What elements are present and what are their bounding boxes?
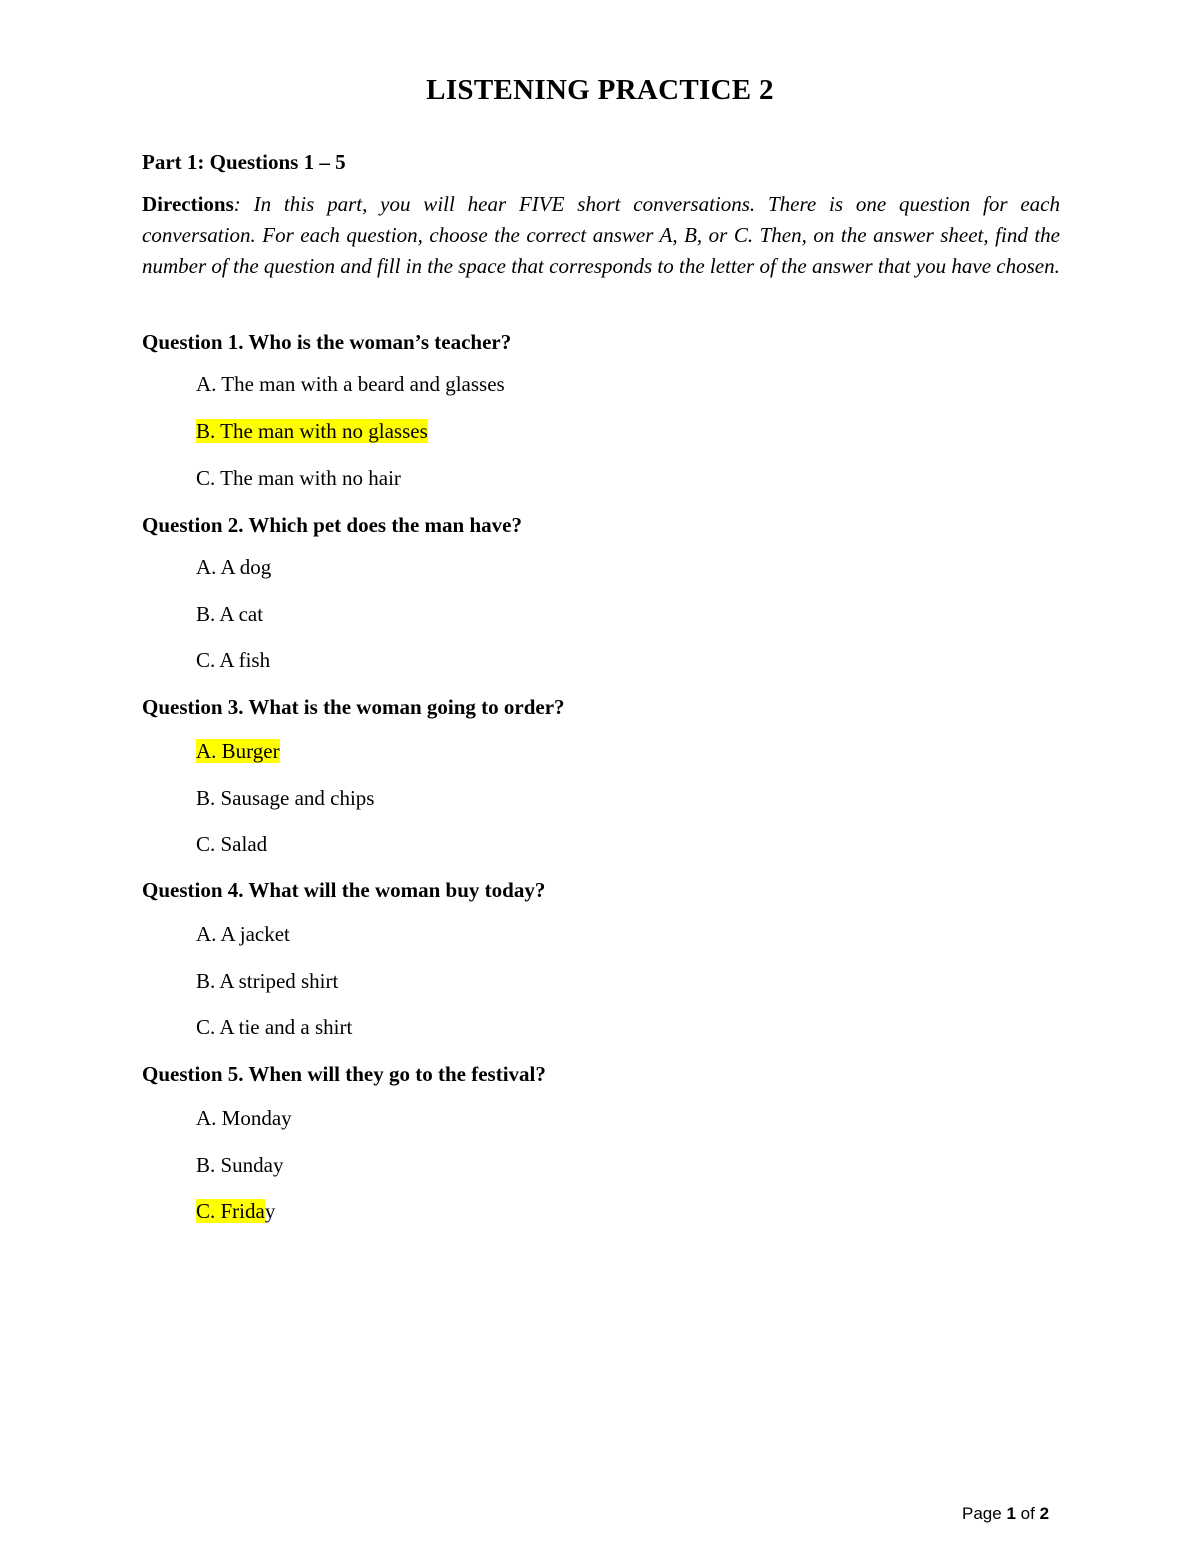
option-text: B. Sunday	[196, 1153, 284, 1177]
question-3-label: Question 3. What is the woman going to order?	[142, 695, 565, 719]
question-3-option-c	[196, 828, 267, 860]
directions-text: : In this part, you will hear FIVE short conversations. There is one question for each conversation. For each question, choose the correct answer A, B, or C. Then, on the answer sheet, find the number of the question and fill in the space that corresponds to the letter of the answer that you have chosen.	[142, 192, 1060, 279]
question-4-label: Question 4. What will the woman buy today?	[142, 878, 546, 902]
question-1-label: Question 1. Who is the woman’s teacher?	[142, 330, 512, 354]
question-5-option-b	[196, 1149, 284, 1181]
question-4-option-b	[196, 965, 338, 997]
option-text-highlighted: A. Burger	[196, 739, 280, 763]
directions-label: Directions	[142, 192, 234, 216]
option-text: B. A striped shirt	[196, 969, 339, 993]
question-1-option-b	[196, 415, 428, 447]
option-text: C. Salad	[196, 832, 268, 856]
question-2-option-b	[196, 598, 263, 630]
option-text-highlighted: C. Frida	[196, 1199, 265, 1223]
option-text: A. The man with a beard and glasses	[196, 372, 505, 396]
footer-page-word: Page	[962, 1504, 1002, 1523]
question-3-option-b	[196, 782, 374, 814]
page-number-footer	[962, 1500, 1049, 1528]
question-5-option-c	[196, 1195, 275, 1227]
question-2-option-a	[196, 551, 271, 583]
option-text: A. Monday	[196, 1106, 292, 1130]
option-text: C. A fish	[196, 648, 271, 672]
option-text-highlighted: B. The man with no glasses	[196, 419, 428, 443]
question-2-option-c	[196, 644, 270, 676]
question-5-option-a	[196, 1102, 292, 1134]
footer-of-word: of	[1020, 1504, 1035, 1523]
question-4-option-a	[196, 918, 290, 950]
question-1-option-a	[196, 368, 505, 400]
option-text: B. A cat	[196, 602, 264, 626]
question-4-option-c	[196, 1011, 352, 1043]
option-text: C. The man with no hair	[196, 466, 401, 490]
part-heading: Part 1: Questions 1 – 5	[142, 150, 346, 174]
footer-total-pages: 2	[1039, 1504, 1050, 1523]
option-text: A. A jacket	[196, 922, 290, 946]
option-text: C. A tie and a shirt	[196, 1015, 353, 1039]
question-5-label: Question 5. When will they go to the festival?	[142, 1062, 546, 1086]
document-title: LISTENING PRACTICE 2	[426, 74, 774, 106]
directions-paragraph	[142, 189, 1060, 283]
question-3-option-a	[196, 735, 280, 767]
question-1-option-c	[196, 462, 401, 494]
option-text: B. Sausage and chips	[196, 786, 375, 810]
question-2-label: Question 2. Which pet does the man have?	[142, 513, 522, 537]
footer-current-page: 1	[1006, 1504, 1016, 1523]
option-text-rest: y	[264, 1199, 276, 1223]
option-text: A. A dog	[196, 555, 272, 579]
